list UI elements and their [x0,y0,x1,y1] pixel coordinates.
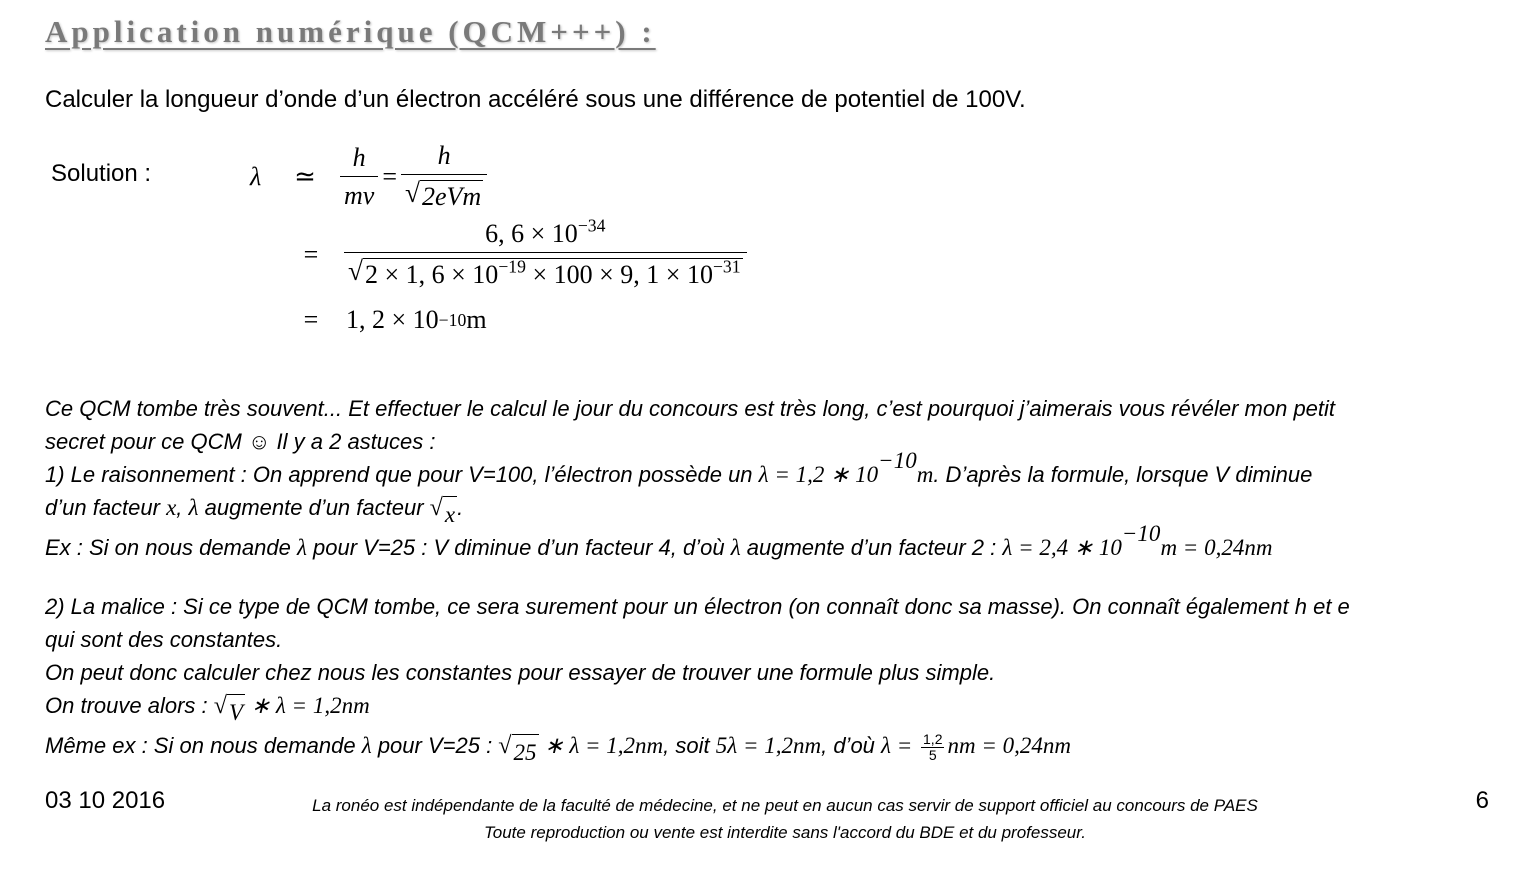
equals-sign: = [303,305,319,334]
sqrt-2eVm: √ 2eVm [405,178,482,211]
numeric-fraction: 6, $6 \times 10^{-34}$ √ 2 × 1, $6 \times 10^{-19} \times 100 \times 9$, $1 \times 10^{-31}$ [344,219,747,290]
equals-sign: = [303,239,319,269]
result-value: 1, 2 × 10 [346,305,439,334]
solution-label: Solution : [51,160,152,187]
result-unit: m [466,305,487,334]
footer-disclaimer: La ronéo est indépendante de la faculté de médecine, et ne peut en aucun cas servir de support officiel au concours de PAES Toute reproduction ou vente est interdite sans l'accord du BDE et du professeur. [312,796,1258,842]
smiley-icon: ☺ [247,429,271,454]
tips-paragraph-2: 2) La malice : Si ce type de QCM tombe, ce sera surement pour un électron (on connaît donc sa masse). On connaît également h et e qui sont des constantes. On peut donc calculer chez nous les constantes pour essayer de trouver une formule plus simple. On trouve alors : √ V ∗ λ = 1,2nm Même ex : Si on nous demande λ pour V=25 : √ 25 ∗ λ = 1,2nm, soit 5λ = 1,2nm, d’où λ = $\frac{1,2}{5}$ nm = 0,24nm [45,590,1505,769]
sqrt-denominator: √ 2 × 1, $6 \times 10^{-19} \times 100 \times 9$, $1 \times 10^{-31}$ [348,256,741,289]
sqrt-x: √ x [430,496,457,531]
tips-paragraph-1: Ce QCM tombe très souvent... Et effectuer le calcul le jour du concours est très long, c’est pourquoi j’aimerais vous révéler mon petit secret pour ce QCM ☺ Il y a 2 astuces : 1) Le raisonnement : On apprend que pour V=100, l’électron possède un λ = 1,2 ∗ $10^{-10}m$. D’après la formule, lorsque V diminue d’un facteur x, λ augmente d’un facteur √ x . Ex : Si on nous demande λ pour V=25 : V diminue d’un facteur 4, d’où λ augmente d’un facteur 2 : λ = 2,4 ∗ $10^{-10}m = 0,24nm$ [45,396,1336,560]
fraction-h-over-mv: $\frac{h}{mv}$ [340,143,378,211]
equation-line-3: = 1, 2 × 10 −10 m [296,305,487,335]
footer-date: 03 10 2016 [45,787,166,814]
page-number: 6 [1475,787,1489,814]
sqrt-25: √ 25 [498,734,538,769]
lambda-symbol: λ [250,161,262,191]
fraction-1-2-over-5: $\frac{1,2}{5}$ [923,730,943,763]
equals-sign: = [382,161,397,191]
equation-line-2 [296,215,751,290]
approx-sign: ≃ [294,161,316,191]
question-text: Calculer la longueur d’onde d’un électron accéléré sous une différence de potentiel de 100V. [45,86,1026,113]
equation-line-1 [250,141,491,212]
fraction-h-over-sqrt: h √ 2eVm [401,141,487,212]
sqrt-V: √ V [214,694,245,729]
section-title: Application numérique (QCM+++) : [45,14,656,49]
